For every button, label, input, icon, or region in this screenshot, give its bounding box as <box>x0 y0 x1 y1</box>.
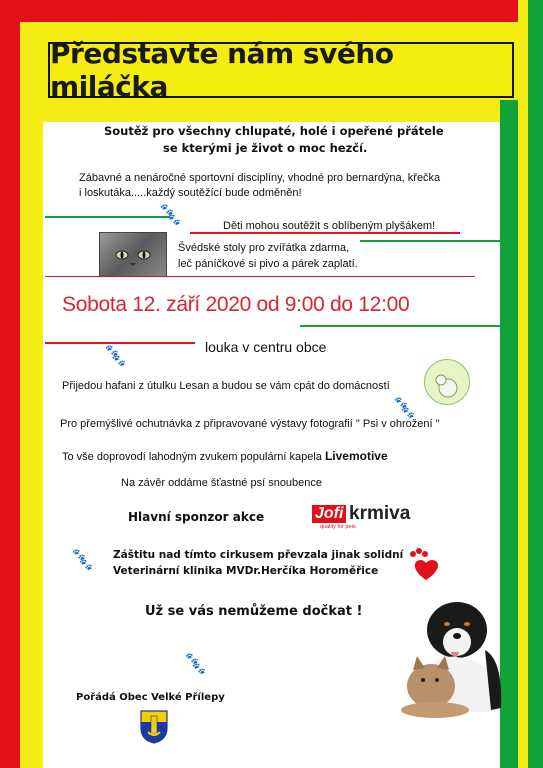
tables-line-1: Švédské stoly pro zvířátka zdarma, <box>178 242 350 254</box>
wedding-text: Na závěr oddáme šťastné psí snoubence <box>121 477 323 489</box>
intro-line-2: se kterými je život o moc hezčí. <box>163 141 368 155</box>
shelter-logo <box>424 359 470 405</box>
frame-right-yellow <box>518 0 528 768</box>
sponsor-label: Hlavní sponzor akce <box>128 510 265 524</box>
organizer-text: Pořádá Obec Velké Přílepy <box>76 692 225 703</box>
page-title: Představte nám svého miláčka <box>50 37 394 103</box>
patron-line-1: Záštitu nad tímto cirkusem převzala jinak solidní <box>113 549 404 561</box>
paw-prints-icon: 🐾 🐾 <box>185 652 206 675</box>
cant-wait-text: Už se vás nemůžeme dočkat ! <box>145 604 363 619</box>
paw-prints-icon: 🐾 🐾 <box>105 344 126 367</box>
patron-line-2: Veterinární klinika MVDr.Herčíka Horoměřice <box>113 565 379 577</box>
shelter-text: Přijedou hafani z útulku Lesan a budou se vám cpát do domácností <box>62 380 390 392</box>
divider-red-1 <box>190 232 460 234</box>
frame-left-red <box>0 0 20 768</box>
divider-green-3 <box>300 325 500 327</box>
divider-red-3 <box>45 342 195 344</box>
event-place: louka v centru obce <box>205 339 327 355</box>
intro-line-1: Soutěž pro všechny chlupaté, holé i opeřené přátele <box>104 124 444 138</box>
tasting-text: Pro přemýšlivé ochutnávka z připravované výstavy fotografií " Psi v ohrožení " <box>60 418 440 430</box>
event-date: Sobota 12. září 2020 od 9:00 do 12:00 <box>62 293 410 316</box>
sponsor-logo-jofi: Jofi <box>312 505 346 523</box>
frame-left-yellow <box>20 22 43 768</box>
divider-green-1 <box>45 216 170 218</box>
divider-green-2 <box>360 240 502 242</box>
sponsor-logo-krmiva: krmiva <box>349 503 411 524</box>
sponsor-logo <box>312 505 412 531</box>
desc-line-2: i loskutáka.....každý soutěžící bude odměněn! <box>79 187 302 199</box>
paw-prints-icon: 🐾 🐾 <box>72 548 93 571</box>
band-text <box>62 449 388 463</box>
band-text-pre: To vše doprovodí lahodným zvukem populární kapela <box>62 451 325 463</box>
village-crest-icon <box>140 710 168 744</box>
paw-prints-icon: 🐾 🐾 <box>394 396 415 419</box>
frame-right-green <box>528 0 543 768</box>
frame-top-red <box>0 0 543 22</box>
tables-line-2: leč páníčkové si pivo a párek zaplatí. <box>178 258 358 270</box>
sponsor-logo-tagline: quality for pets <box>320 524 356 530</box>
heart-paw-icon <box>405 548 447 582</box>
paw-prints-icon: 🐾 🐾 <box>160 203 181 226</box>
cat-photo <box>99 232 167 277</box>
divider-red-2 <box>45 276 475 277</box>
title-box <box>48 37 514 103</box>
kids-text: Děti mohou soutěžit s oblíbeným plyšákem! <box>223 220 436 232</box>
dog-cat-photo <box>395 590 505 718</box>
band-name: Livemotive <box>324 449 388 463</box>
desc-line-1: Zábavné a nenáročné sportovní disciplíny, vhodné pro bernardýna, křečka <box>79 172 441 184</box>
